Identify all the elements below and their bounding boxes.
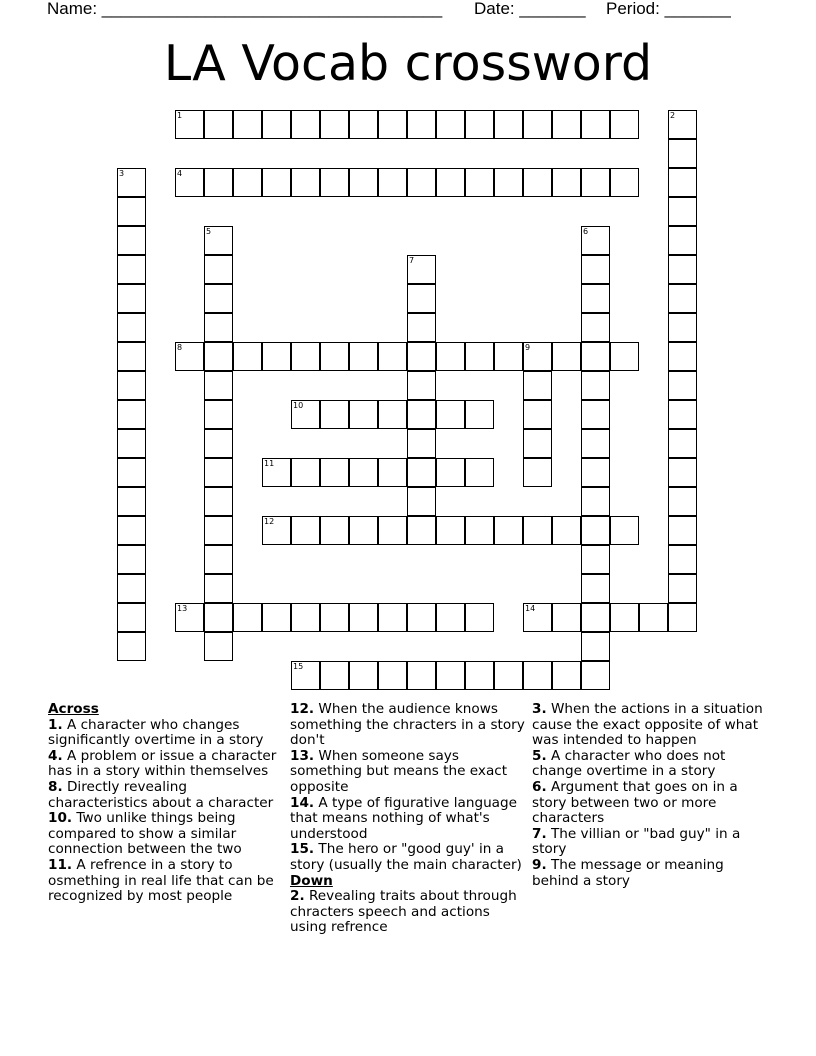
crossword-cell[interactable]: [349, 168, 378, 197]
clue-number-label: 11: [264, 459, 275, 468]
crossword-cell[interactable]: [436, 458, 465, 487]
crossword-cell[interactable]: [581, 226, 610, 255]
crossword-cell[interactable]: [117, 313, 146, 342]
clue-number-label: 7: [409, 256, 415, 265]
clue-down-9: 9. The message or meaning behind a story: [532, 856, 724, 889]
crossword-cell[interactable]: [581, 458, 610, 487]
crossword-cell[interactable]: [668, 603, 697, 632]
clue-number-label: 9: [525, 343, 531, 352]
crossword-cell[interactable]: [494, 342, 523, 371]
clue-across-4: 4. A problem or issue a character has in a story within themselves: [48, 747, 277, 780]
crossword-cell[interactable]: [407, 429, 436, 458]
clue-down-2: 2. Revealing traits about through chracters speech and actions using refrence: [290, 888, 517, 936]
crossword-cell[interactable]: [204, 284, 233, 313]
crossword-cell[interactable]: [407, 603, 436, 632]
crossword-cell[interactable]: [494, 516, 523, 545]
crossword-cell[interactable]: [349, 110, 378, 139]
crossword-cell[interactable]: [523, 168, 552, 197]
crossword-cell[interactable]: [668, 458, 697, 487]
crossword-cell[interactable]: [262, 458, 291, 487]
down-heading: Down: [290, 872, 333, 889]
crossword-cell[interactable]: [117, 429, 146, 458]
crossword-cell[interactable]: [552, 168, 581, 197]
clue-across-14: 14. A type of figurative language that means nothing of what's understood: [290, 794, 518, 842]
crossword-cell[interactable]: [349, 516, 378, 545]
clue-number-label: 14: [525, 604, 536, 613]
clue-number-label: 5: [206, 227, 212, 236]
clue-across-15: 15. The hero or "good guy' in a story (usually the main character): [290, 841, 522, 873]
crossword-cell[interactable]: [262, 342, 291, 371]
crossword-cell[interactable]: [407, 342, 436, 371]
crossword-cell[interactable]: [436, 342, 465, 371]
crossword-cell[interactable]: [291, 603, 320, 632]
crossword-cell[interactable]: [262, 603, 291, 632]
crossword-cell[interactable]: [523, 429, 552, 458]
crossword-cell[interactable]: [233, 168, 262, 197]
crossword-cell[interactable]: [465, 342, 494, 371]
crossword-cell[interactable]: [204, 632, 233, 661]
crossword-cell[interactable]: [581, 168, 610, 197]
crossword-cell[interactable]: [523, 110, 552, 139]
clues-column-3: [532, 702, 772, 889]
crossword-cell[interactable]: [552, 603, 581, 632]
crossword-cell[interactable]: [204, 574, 233, 603]
crossword-cell[interactable]: [581, 516, 610, 545]
crossword-cell[interactable]: [436, 168, 465, 197]
crossword-cell[interactable]: [465, 168, 494, 197]
crossword-cell[interactable]: [204, 110, 233, 139]
crossword-cell[interactable]: [204, 226, 233, 255]
clue-number-label: 4: [177, 169, 183, 178]
crossword-cell[interactable]: [581, 371, 610, 400]
crossword-cell[interactable]: [668, 139, 697, 168]
crossword-cell[interactable]: [407, 400, 436, 429]
crossword-cell[interactable]: [581, 255, 610, 284]
crossword-cell[interactable]: [117, 226, 146, 255]
crossword-cell[interactable]: [581, 545, 610, 574]
crossword-cell[interactable]: [581, 574, 610, 603]
crossword-cell[interactable]: [291, 516, 320, 545]
crossword-cell[interactable]: [465, 661, 494, 690]
crossword-cell[interactable]: [407, 661, 436, 690]
across-heading: Across: [48, 701, 99, 717]
crossword-cell[interactable]: [407, 110, 436, 139]
clue-number-label: 12: [264, 517, 275, 526]
crossword-cell[interactable]: [407, 313, 436, 342]
crossword-cell[interactable]: [320, 458, 349, 487]
crossword-cell[interactable]: [204, 400, 233, 429]
crossword-cell[interactable]: [552, 110, 581, 139]
crossword-cell[interactable]: [668, 226, 697, 255]
crossword-cell[interactable]: [610, 168, 639, 197]
crossword-cell[interactable]: [668, 516, 697, 545]
period-field-label: Period: _______: [606, 0, 731, 18]
crossword-cell[interactable]: [117, 574, 146, 603]
crossword-cell[interactable]: [117, 603, 146, 632]
crossword-cell[interactable]: [494, 168, 523, 197]
clue-number-label: 10: [293, 401, 304, 410]
crossword-cell[interactable]: [523, 603, 552, 632]
clue-down-5: 5. A character who does not change overtime in a story: [532, 747, 726, 780]
clue-across-12: 12. When the audience knows something the chracters in a story don't: [290, 702, 525, 749]
crossword-cell[interactable]: [204, 458, 233, 487]
clues-column-2: [290, 702, 526, 956]
crossword-cell[interactable]: [233, 603, 262, 632]
crossword-cell[interactable]: [610, 110, 639, 139]
crossword-cell[interactable]: [378, 342, 407, 371]
clues-column-1: [48, 702, 280, 905]
clue-across-10: 10. Two unlike things being compared to show a similar connection between the two: [48, 810, 242, 858]
crossword-cell[interactable]: [523, 458, 552, 487]
crossword-cell[interactable]: [175, 168, 204, 197]
crossword-cell[interactable]: [581, 342, 610, 371]
crossword-cell[interactable]: [523, 371, 552, 400]
crossword-cell[interactable]: [581, 632, 610, 661]
crossword-cell[interactable]: [117, 342, 146, 371]
crossword-cell[interactable]: [639, 603, 668, 632]
crossword-cell[interactable]: [668, 574, 697, 603]
crossword-cell[interactable]: [581, 400, 610, 429]
crossword-cell[interactable]: [117, 516, 146, 545]
crossword-cell[interactable]: [465, 110, 494, 139]
name-field-label: Name: ____________________________________: [47, 0, 443, 18]
crossword-cell[interactable]: [552, 342, 581, 371]
crossword-cell[interactable]: [204, 168, 233, 197]
crossword-cell[interactable]: [378, 168, 407, 197]
crossword-cell[interactable]: [291, 110, 320, 139]
crossword-cell[interactable]: [668, 197, 697, 226]
crossword-cell[interactable]: [581, 661, 610, 690]
crossword-cell[interactable]: [349, 342, 378, 371]
crossword-cell[interactable]: [204, 371, 233, 400]
crossword-cell[interactable]: [581, 313, 610, 342]
crossword-cell[interactable]: [552, 516, 581, 545]
crossword-cell[interactable]: [175, 603, 204, 632]
crossword-cell[interactable]: [668, 342, 697, 371]
crossword-cell[interactable]: [465, 458, 494, 487]
crossword-cell[interactable]: [349, 661, 378, 690]
crossword-cell[interactable]: [117, 632, 146, 661]
crossword-cell[interactable]: [291, 342, 320, 371]
crossword-cell[interactable]: [320, 110, 349, 139]
crossword-cell[interactable]: [204, 313, 233, 342]
crossword-cell[interactable]: [668, 400, 697, 429]
crossword-cell[interactable]: [668, 313, 697, 342]
clue-across-8: 8. Directly revealing characteristics about a character: [48, 778, 274, 811]
crossword-cell[interactable]: [436, 110, 465, 139]
clue-number-label: 15: [293, 662, 304, 671]
crossword-cell[interactable]: [378, 110, 407, 139]
crossword-cell[interactable]: [117, 197, 146, 226]
crossword-cell[interactable]: [523, 342, 552, 371]
crossword-cell[interactable]: [320, 400, 349, 429]
crossword-cell[interactable]: [436, 661, 465, 690]
clue-number-label: 2: [670, 111, 676, 120]
crossword-cell[interactable]: [523, 516, 552, 545]
crossword-cell[interactable]: [581, 429, 610, 458]
crossword-cell[interactable]: [175, 110, 204, 139]
page-title: LA Vocab crossword: [163, 35, 653, 92]
crossword-cell[interactable]: [291, 661, 320, 690]
crossword-cell[interactable]: [117, 168, 146, 197]
crossword-cell[interactable]: [552, 661, 581, 690]
crossword-cell[interactable]: [378, 400, 407, 429]
clue-number-label: 13: [177, 604, 188, 613]
crossword-cell[interactable]: [407, 458, 436, 487]
crossword-cell[interactable]: [494, 661, 523, 690]
crossword-cell[interactable]: [204, 545, 233, 574]
crossword-cell[interactable]: [204, 342, 233, 371]
date-field-label: Date: _______: [474, 0, 586, 18]
crossword-cell[interactable]: [320, 661, 349, 690]
clue-number-label: 8: [177, 343, 183, 352]
crossword-cell[interactable]: [320, 342, 349, 371]
crossword-cell[interactable]: [465, 603, 494, 632]
crossword-cell[interactable]: [291, 458, 320, 487]
crossword-cell[interactable]: [581, 110, 610, 139]
crossword-cell[interactable]: [581, 284, 610, 313]
crossword-cell[interactable]: [204, 603, 233, 632]
crossword-cell[interactable]: [117, 284, 146, 313]
crossword-cell[interactable]: [117, 458, 146, 487]
crossword-cell[interactable]: [407, 516, 436, 545]
crossword-cell[interactable]: [117, 255, 146, 284]
crossword-cell[interactable]: [204, 429, 233, 458]
crossword-cell[interactable]: [407, 255, 436, 284]
crossword-cell[interactable]: [668, 168, 697, 197]
crossword-cell[interactable]: [262, 516, 291, 545]
crossword-cell[interactable]: [407, 284, 436, 313]
crossword-cell[interactable]: [668, 255, 697, 284]
crossword-cell[interactable]: [465, 400, 494, 429]
clue-number-label: 3: [119, 169, 125, 178]
crossword-cell[interactable]: [523, 661, 552, 690]
clue-number-label: 1: [177, 111, 183, 120]
crossword-cell[interactable]: [610, 603, 639, 632]
crossword-cell[interactable]: [407, 168, 436, 197]
crossword-cell[interactable]: [378, 603, 407, 632]
crossword-cell[interactable]: [117, 400, 146, 429]
crossword-cell[interactable]: [668, 284, 697, 313]
crossword-cell[interactable]: [407, 487, 436, 516]
crossword-cell[interactable]: [436, 400, 465, 429]
crossword-cell[interactable]: [436, 603, 465, 632]
clue-down-6: 6. Argument that goes on in a story between two or more characters: [532, 778, 738, 827]
crossword-cell[interactable]: [262, 168, 291, 197]
crossword-cell[interactable]: [668, 110, 697, 139]
crossword-cell[interactable]: [117, 545, 146, 574]
clue-across-1: 1. A character who changes significantly overtime in a story: [48, 716, 264, 749]
crossword-cell[interactable]: [320, 516, 349, 545]
clue-down-3: 3. When the actions in a situation cause the exact opposite of what was intended to happen: [532, 701, 763, 749]
clue-number-label: 6: [583, 227, 589, 236]
crossword-cell[interactable]: [610, 516, 639, 545]
crossword-cell[interactable]: [320, 603, 349, 632]
crossword-cell[interactable]: [465, 516, 494, 545]
crossword-cell[interactable]: [233, 110, 262, 139]
crossword-cell[interactable]: [117, 371, 146, 400]
crossword-cell[interactable]: [291, 400, 320, 429]
crossword-cell[interactable]: [349, 458, 378, 487]
crossword-cell[interactable]: [349, 603, 378, 632]
crossword-cell[interactable]: [523, 400, 552, 429]
crossword-cell[interactable]: [436, 516, 465, 545]
crossword-cell[interactable]: [262, 110, 291, 139]
crossword-cell[interactable]: [320, 168, 349, 197]
crossword-cell[interactable]: [204, 487, 233, 516]
crossword-cell[interactable]: [378, 516, 407, 545]
crossword-cell[interactable]: [175, 342, 204, 371]
clue-across-13: 13. When someone says something but means the exact opposite: [290, 747, 508, 795]
crossword-cell[interactable]: [117, 487, 146, 516]
crossword-cell[interactable]: [378, 661, 407, 690]
crossword-cell[interactable]: [610, 342, 639, 371]
crossword-cell[interactable]: [668, 545, 697, 574]
crossword-cell[interactable]: [668, 487, 697, 516]
crossword-cell[interactable]: [407, 371, 436, 400]
crossword-cell[interactable]: [291, 168, 320, 197]
crossword-cell[interactable]: [581, 487, 610, 516]
crossword-cell[interactable]: [233, 342, 262, 371]
crossword-cell[interactable]: [494, 110, 523, 139]
crossword-cell[interactable]: [668, 371, 697, 400]
crossword-cell[interactable]: [581, 603, 610, 632]
clue-down-7: 7. The villian or "bad guy" in a story: [532, 825, 741, 858]
clue-across-11: 11. A refrence in a story to osmething in real life that can be recognized by most people: [48, 856, 274, 905]
crossword-cell[interactable]: [204, 516, 233, 545]
crossword-cell[interactable]: [204, 255, 233, 284]
crossword-cell[interactable]: [668, 429, 697, 458]
crossword-cell[interactable]: [378, 458, 407, 487]
crossword-cell[interactable]: [349, 400, 378, 429]
